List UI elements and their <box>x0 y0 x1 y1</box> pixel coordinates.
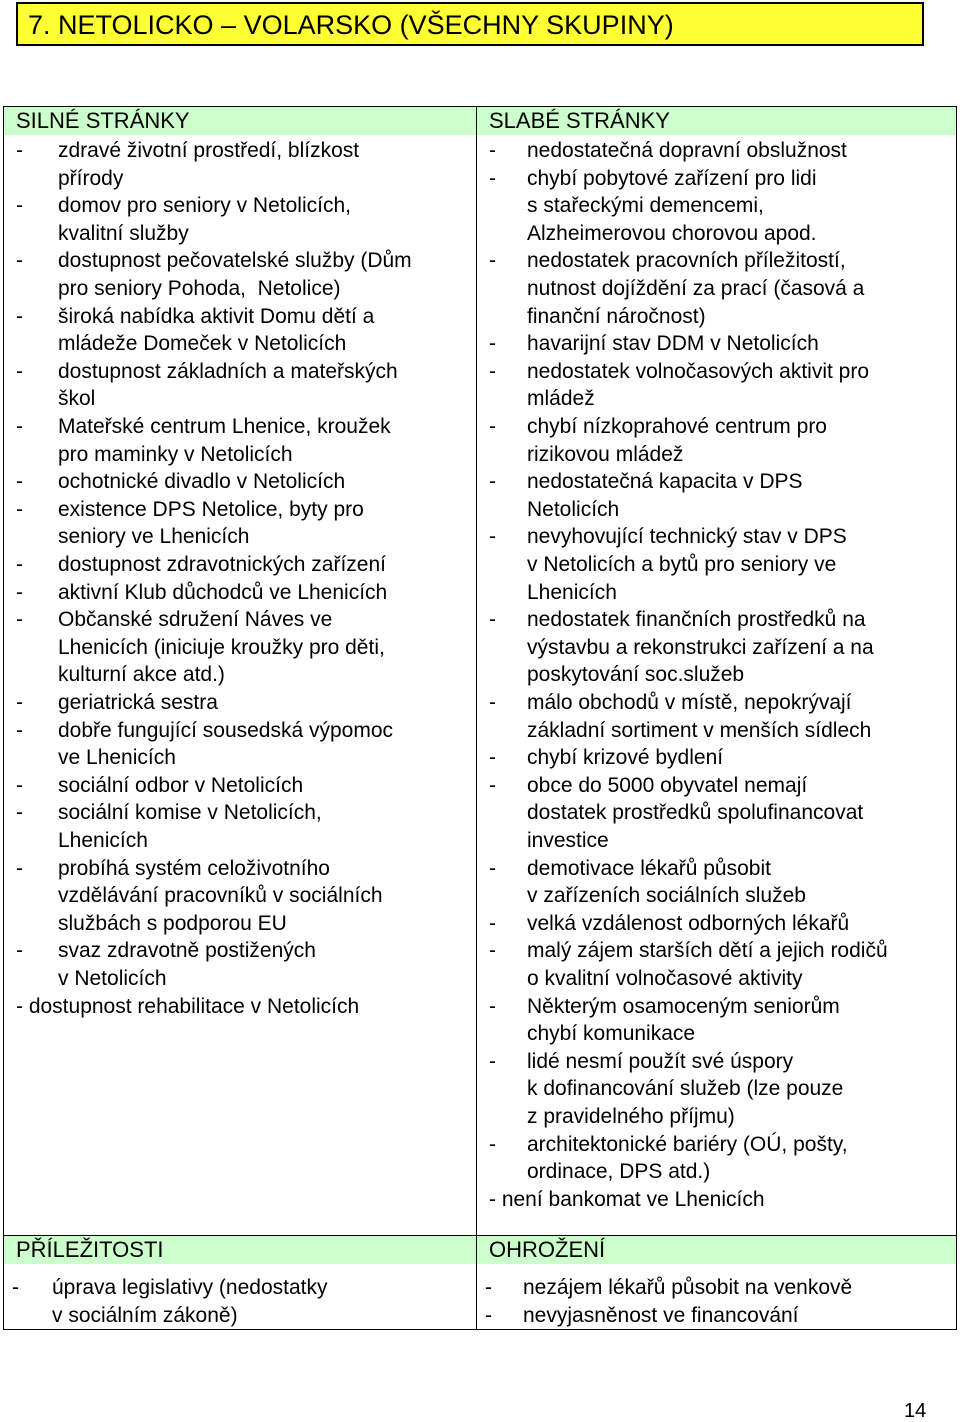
bullet-dash: - <box>489 166 496 190</box>
strengths-heading: SILNÉ STRÁNKY <box>4 107 476 135</box>
list-item-text: chybí pobytové zařízení pro lidi s stařeckými demencemi, Alzheimerovou chorovou apod. <box>527 166 817 245</box>
list-item-text: nevyhovující technický stav v DPS v Netolicích a bytů pro seniory ve Lhenicích <box>527 525 847 604</box>
bullet-dash: - <box>16 359 23 383</box>
list-item-text: zdravé životní prostředí, blízkost přírody <box>58 139 360 190</box>
bullet-dash: - <box>16 718 23 742</box>
bullet-dash: - <box>489 608 496 632</box>
list-item-last: - není bankomat ve Lhenicích <box>489 1187 765 1211</box>
list-item-text: malý zájem starších dětí a jejich rodičů o kvalitní volnočasové aktivity <box>527 939 888 990</box>
list-item-text: nedostatečná kapacita v DPS Netolicích <box>527 470 803 521</box>
list-item-text: geriatrická sestra <box>58 691 218 714</box>
bullet-dash: - <box>16 773 23 797</box>
list-item-text: lidé nesmí použít své úspory k dofinancování služeb (lze pouze z pravidelného příjmu) <box>527 1049 844 1128</box>
list-item-text: velká vzdálenost odborných lékařů <box>527 911 850 935</box>
bullet-dash: - <box>16 939 23 963</box>
list-item-text: architektonické bariéry (OÚ, pošty, ordinace, DPS atd.) <box>527 1132 848 1184</box>
bullet-dash: - <box>16 801 23 825</box>
bullet-dash: - <box>489 939 496 963</box>
bullet-dash: - <box>16 470 23 494</box>
threats-heading: OHROŽENÍ <box>477 1236 956 1264</box>
bullet-dash: - <box>489 470 496 494</box>
threats-cell <box>476 1235 957 1330</box>
strengths-cell <box>3 106 477 1236</box>
bullet-dash: - <box>489 332 496 356</box>
bullet-dash: - <box>16 856 23 880</box>
list-item-text: havarijní stav DDM v Netolicích <box>527 332 819 356</box>
bullet-dash: - <box>12 1276 19 1299</box>
bullet-dash: - <box>489 1132 496 1156</box>
list-item-text: Některým osamoceným seniorům chybí komunikace <box>527 994 840 1046</box>
bullet-dash: - <box>16 249 23 273</box>
opportunities-heading: PŘÍLEŽITOSTI <box>4 1236 476 1264</box>
list-item-text: dostupnost pečovatelské služby (Dům pro seniory Pohoda, Netolice) <box>58 249 412 300</box>
bullet-dash: - <box>16 497 23 521</box>
bullet-dash: - <box>485 1303 492 1327</box>
list-item-text: Občanské sdružení Náves ve Lhenicích (iniciuje kroužky pro děti, kulturní akce atd.) <box>58 608 385 687</box>
list-item-text: chybí nízkoprahové centrum pro rizikovou mládež <box>527 415 827 466</box>
bullet-dash: - <box>489 139 496 162</box>
list-item-text: demotivace lékařů působit v zařízeních sociálních služeb <box>527 856 806 908</box>
weaknesses-cell <box>476 106 957 1236</box>
list-item-text: svaz zdravotně postižených v Netolicích <box>58 939 316 990</box>
bullet-dash: - <box>489 525 496 549</box>
bullet-dash: - <box>16 553 23 576</box>
list-item-text: chybí krizové bydlení <box>527 746 724 770</box>
list-item-text: sociální komise v Netolicích, Lhenicích <box>58 801 322 852</box>
bullet-dash: - <box>16 608 23 632</box>
bullet-dash: - <box>16 415 23 438</box>
list-item-text: nedostatek finančních prostředků na výstavbu a rekonstrukci zařízení a na poskytování soc.služeb <box>527 608 874 687</box>
bullet-dash: - <box>485 1276 492 1299</box>
list-item-text: nedostatek pracovních příležitostí, nutnost dojíždění za prací (časová a finanční náročnost) <box>527 249 865 328</box>
list-item-last: - dostupnost rehabilitace v Netolicích <box>16 994 360 1018</box>
bullet-dash: - <box>489 994 496 1018</box>
list-item-text: probíhá systém celoživotního vzdělávání pracovníků v sociálních službách s podporou EU <box>58 856 383 935</box>
list-item-text: aktivní Klub důchodců ve Lhenicích <box>58 580 388 604</box>
list-item-text: Mateřské centrum Lhenice, kroužek pro maminky v Netolicích <box>58 415 391 466</box>
list-item-text: nevyjasněnost ve financování <box>523 1303 799 1327</box>
bullet-dash: - <box>489 911 496 935</box>
bullet-dash: - <box>16 304 23 328</box>
page-number: 14 <box>904 1400 927 1422</box>
list-item-text: obce do 5000 obyvatel nemají dostatek prostředků spolufinancovat investice <box>527 773 864 852</box>
weaknesses-heading: SLABÉ STRÁNKY <box>477 107 956 135</box>
list-item-text: nedostatek volnočasových aktivit pro mládež <box>527 359 870 411</box>
bullet-dash: - <box>489 1049 496 1073</box>
bullet-dash: - <box>489 415 496 438</box>
bullet-dash: - <box>16 691 23 714</box>
document-title: 7. NETOLICKO – VOLARSKO (VŠECHNY SKUPINY) <box>28 10 674 40</box>
bullet-dash: - <box>16 580 23 604</box>
list-item-text: sociální odbor v Netolicích <box>58 773 304 797</box>
bullet-dash: - <box>489 249 496 273</box>
bullet-dash: - <box>16 194 23 218</box>
list-item-text: ochotnické divadlo v Netolicích <box>58 470 346 494</box>
list-item-text: široká nabídka aktivit Domu dětí a mládeže Domeček v Netolicích <box>58 304 375 356</box>
list-item-text: nezájem lékařů působit na venkově <box>523 1276 853 1299</box>
bullet-dash: - <box>489 856 496 880</box>
bullet-dash: - <box>489 691 496 714</box>
list-item-text: existence DPS Netolice, byty pro seniory ve Lhenicích <box>58 497 364 549</box>
list-item-text: úprava legislativy (nedostatky v sociálním zákoně) <box>52 1276 328 1327</box>
bullet-dash: - <box>489 359 496 383</box>
document-title-box <box>16 2 924 46</box>
list-item-text: málo obchodů v místě, nepokrývají základní sortiment v menších sídlech <box>527 691 872 742</box>
bullet-dash: - <box>489 746 496 770</box>
list-item-text: nedostatečná dopravní obslužnost <box>527 139 847 162</box>
list-item-text: dostupnost základních a mateřských škol <box>58 359 398 411</box>
list-item-text: dobře fungující sousedská výpomoc ve Lhenicích <box>58 718 394 770</box>
bullet-dash: - <box>16 139 23 162</box>
list-item-text: domov pro seniory v Netolicích, kvalitní služby <box>58 194 351 245</box>
opportunities-cell <box>3 1235 477 1330</box>
bullet-dash: - <box>489 773 496 797</box>
list-item-text: dostupnost zdravotnických zařízení <box>58 553 387 576</box>
